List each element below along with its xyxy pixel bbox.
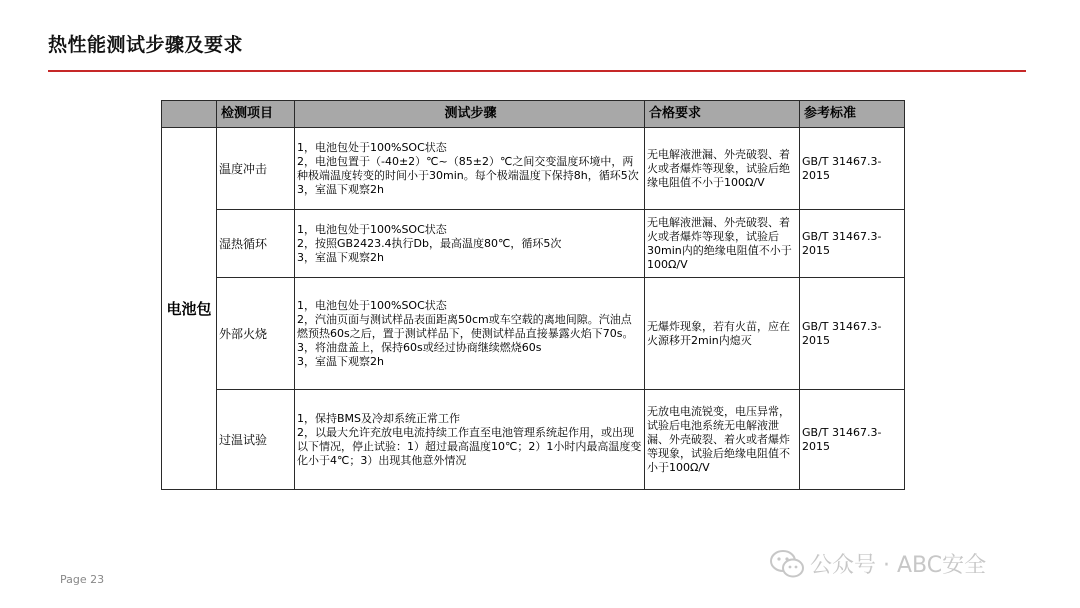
watermark-text: 公众号 · ABC安全 bbox=[810, 553, 987, 578]
step-line: 3，室温下观察2h bbox=[297, 354, 384, 368]
step-line: 3，室温下观察2h bbox=[297, 250, 384, 264]
requirement-cell bbox=[645, 210, 800, 278]
step-line: 3，将油盘盖上，保持60s或经过协商继续燃烧60s bbox=[297, 340, 542, 354]
step-line: 1，电池包处于100%SOC状态 bbox=[297, 298, 447, 312]
standard-cell: GB/T 31467.3-2015 bbox=[800, 278, 905, 390]
item-cell: 湿热循环 bbox=[217, 210, 295, 278]
table-header-row bbox=[162, 101, 905, 128]
requirement-cell bbox=[645, 128, 800, 210]
col-header-steps: 测试步骤 bbox=[295, 101, 645, 128]
steps-cell bbox=[295, 210, 645, 278]
standard-cell: GB/T 31467.3-2015 bbox=[800, 210, 905, 278]
item-cell: 外部火烧 bbox=[217, 278, 295, 390]
step-line: 2，以最大允许充放电电流持续工作直至电池管理系统起作用，或出现以下情况，停止试验：1）超过最高温度10℃；2）1小时内最高温度变化小于4℃；3）出现其他意外情况 bbox=[297, 425, 642, 467]
requirement-text: 无电解液泄漏、外壳破裂、着火或者爆炸等现象，试验后30min内的绝缘电阻值不小于100Ω/V bbox=[647, 215, 792, 271]
requirement-text: 无爆炸现象，若有火苗，应在火源移开2min内熄灭 bbox=[647, 319, 790, 347]
standard-cell: GB/T 31467.3-2015 bbox=[800, 390, 905, 490]
steps-cell bbox=[295, 278, 645, 390]
steps-cell bbox=[295, 128, 645, 210]
table-row bbox=[162, 210, 905, 278]
step-line: 1，电池包处于100%SOC状态 bbox=[297, 222, 447, 236]
table-row bbox=[162, 128, 905, 210]
step-line: 2，按照GB2423.4执行Db，最高温度80℃，循环5次 bbox=[297, 236, 562, 250]
requirement-text: 无放电电流锐变，电压异常，试验后电池系统无电解液泄漏、外壳破裂、着火或者爆炸等现象，试验后绝缘电阻值不小于100Ω/V bbox=[647, 404, 790, 474]
requirement-cell bbox=[645, 390, 800, 490]
watermark bbox=[770, 548, 986, 579]
page-title: 热性能测试步骤及要求 bbox=[48, 34, 244, 56]
category-cell: 电池包 bbox=[162, 128, 217, 490]
step-line: 1，保持BMS及冷却系统正常工作 bbox=[297, 411, 461, 425]
col-header-requirement: 合格要求 bbox=[645, 101, 800, 128]
requirement-text: 无电解液泄漏、外壳破裂、着火或者爆炸等现象，试验后绝缘电阻值不小于100Ω/V bbox=[647, 147, 790, 189]
step-line: 1，电池包处于100%SOC状态 bbox=[297, 140, 447, 154]
step-line: 2，汽油页面与测试样品表面距离50cm或车空载的离地间隙。汽油点燃预热60s之后，置于测试样品下，使测试样品直接暴露火焰下70s。 bbox=[297, 312, 634, 340]
item-cell: 温度冲击 bbox=[217, 128, 295, 210]
standard-cell: GB/T 31467.3-2015 bbox=[800, 128, 905, 210]
table-row bbox=[162, 390, 905, 490]
col-header-standard: 参考标准 bbox=[800, 101, 905, 128]
table-row bbox=[162, 278, 905, 390]
step-line: 3，室温下观察2h bbox=[297, 182, 384, 196]
requirement-cell bbox=[645, 278, 800, 390]
wechat-icon bbox=[770, 550, 804, 578]
title-divider bbox=[48, 70, 1026, 72]
page-number: Page 23 bbox=[60, 573, 105, 586]
item-cell: 过温试验 bbox=[217, 390, 295, 490]
col-header-item: 检测项目 bbox=[217, 101, 295, 128]
step-line: 2，电池包置于（-40±2）℃~（85±2）℃之间交变温度环境中，两种极端温度转变的时间小于30min。每个极端温度下保持8h，循环5次 bbox=[297, 154, 639, 182]
steps-cell bbox=[295, 390, 645, 490]
thermal-test-table bbox=[161, 100, 905, 490]
col-header-category bbox=[162, 101, 217, 128]
